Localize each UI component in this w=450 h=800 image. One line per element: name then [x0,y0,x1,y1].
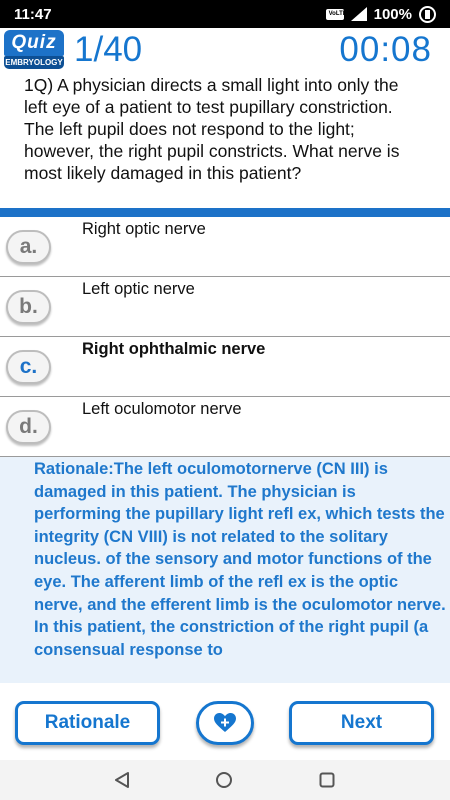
status-time: 11:47 [14,5,52,23]
option-a[interactable] [0,217,450,277]
status-indicators [326,6,436,23]
recent-apps-icon[interactable] [318,771,336,789]
option-text: Left optic nerve [82,280,195,298]
back-icon[interactable] [113,771,131,789]
option-letter-badge: a. [6,230,51,264]
home-icon[interactable] [215,771,233,789]
rationale-panel[interactable] [0,457,450,683]
rationale-text: Rationale:The left oculomotornerve (CN III) is damaged in this patient. The physician is performing the pupillary light refl ex, which tests the integrity (CN VIII) is not related to the solitary nucleus. of the sensory and motor functions of the eye. The afferent limb of the refl ex is the optic nerve, and the efferent limb is the oculomotor nerve. In this patient, the constriction of the right pupil (a consensual response to [34,460,446,659]
quiz-timer: 00:08 [339,30,432,69]
app-logo [4,30,64,70]
battery-percent: 100% [373,5,412,23]
option-c[interactable] [0,337,450,397]
system-nav-bar [0,760,450,800]
question-text: 1Q) A physician directs a small light into only the left eye of a patient to test pupillary constriction. The left pupil does not respond to the light; however, the right pupil constricts. What nerve is most likely damaged in this patient? [24,75,400,183]
signal-icon [351,7,367,21]
battery-icon [419,6,436,23]
option-d[interactable] [0,397,450,457]
next-button[interactable]: Next [289,701,434,745]
option-letter-badge: b. [6,290,51,324]
heart-plus-icon [213,711,237,735]
rationale-button[interactable]: Rationale [15,701,160,745]
option-letter-badge: c. [6,350,51,384]
volte-icon: VoLTE [326,9,344,20]
option-b[interactable] [0,277,450,337]
quiz-header [0,28,450,72]
question-counter: 1/40 [74,30,143,69]
option-text: Left oculomotor nerve [82,400,242,418]
option-text: Right ophthalmic nerve [82,340,266,358]
bottom-action-bar [0,683,450,760]
option-letter-badge: d. [6,410,51,444]
option-text: Right optic nerve [82,220,206,238]
favorite-button[interactable] [196,701,254,745]
logo-subject-text: EMBRYOLOGY [5,58,63,67]
question-divider [0,208,450,217]
logo-quiz-text: Quiz [4,30,64,56]
status-bar [0,0,450,28]
